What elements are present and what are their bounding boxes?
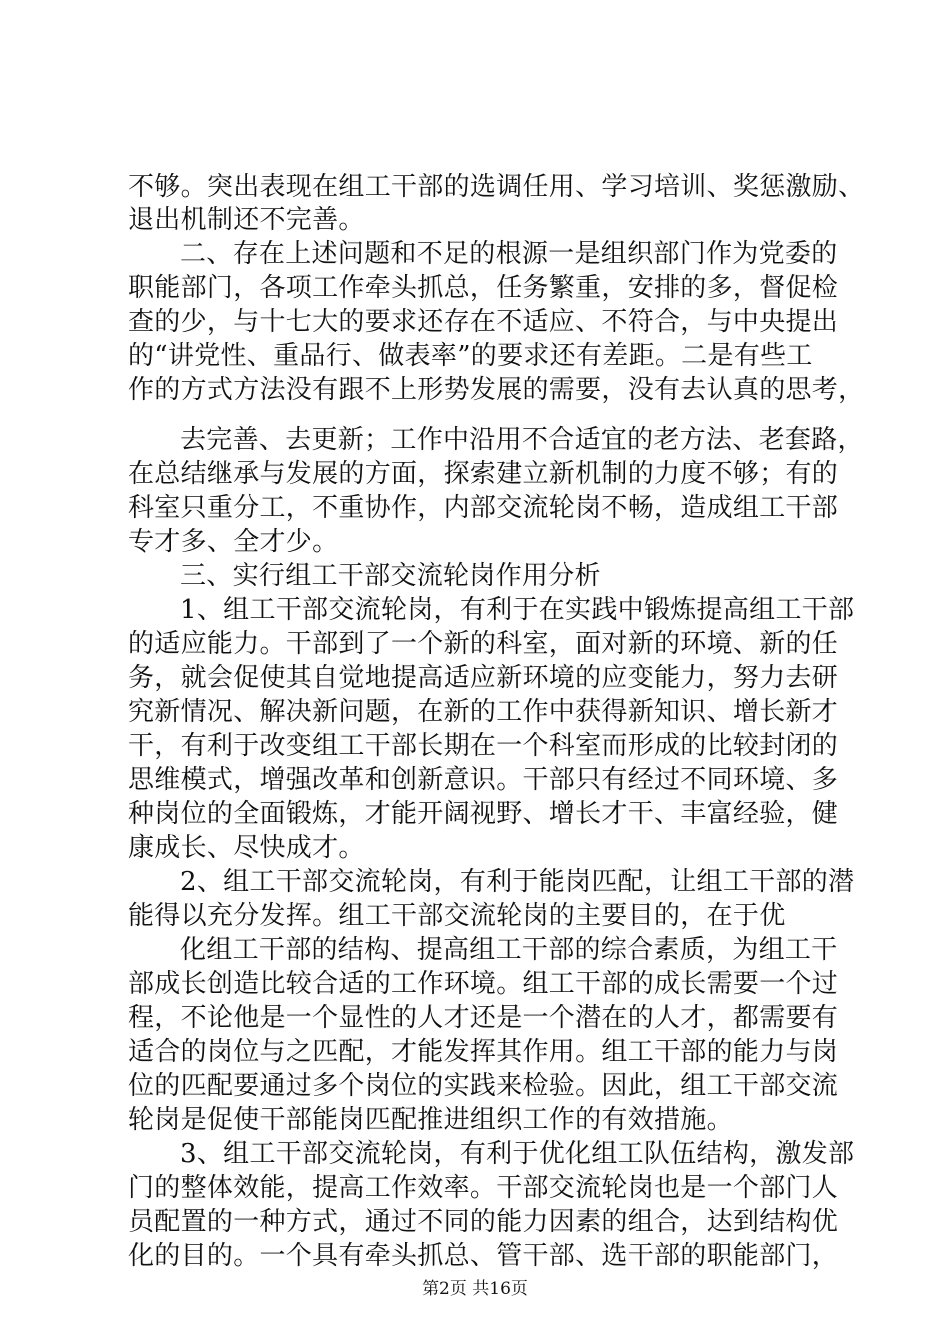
text-line: 二、存在上述问题和不足的根源一是组织部门作为党委的 <box>180 239 838 269</box>
text-line: 种岗位的全面锻炼，才能开阔视野、增长才干、丰富经验，健 <box>128 799 839 829</box>
text-line: 门的整体效能，提高工作效率。干部交流轮岗也是一个部门人 <box>128 1173 839 1203</box>
text-line: 化组工干部的结构、提高组工干部的综合素质，为组工干 <box>180 935 838 965</box>
text-line: 3、组工干部交流轮岗，有利于优化组工队伍结构，激发部 <box>180 1139 855 1169</box>
text-line: 的适应能力。干部到了一个新的科室，面对新的环境、新的任 <box>128 629 839 659</box>
text-line: 1、组工干部交流轮岗，有利于在实践中锻炼提高组工干部 <box>180 595 855 625</box>
text-line: 部成长创造比较合适的工作环境。组工干部的成长需要一个过 <box>128 969 839 999</box>
text-line: 程，不论他是一个显性的人才还是一个潜在的人才，都需要有 <box>128 1003 839 1033</box>
text-line: 思维模式，增强改革和创新意识。干部只有经过不同环境、多 <box>128 765 839 795</box>
text-line: 干，有利于改变组工干部长期在一个科室而形成的比较封闭的 <box>128 731 839 761</box>
text-line: 在总结继承与发展的方面，探索建立新机制的力度不够；有的 <box>128 459 839 489</box>
text-line: 职能部门，各项工作牵头抓总，任务繁重，安排的多，督促检 <box>128 273 839 303</box>
text-line: 化的目的。一个具有牵头抓总、管干部、选干部的职能部门， <box>128 1241 839 1271</box>
section-heading: 三、实行组工干部交流轮岗作用分析 <box>180 561 601 591</box>
text-line: 位的匹配要通过多个岗位的实践来检验。因此，组工干部交流 <box>128 1071 839 1101</box>
text-line: 的“讲党性、重品行、做表率”的要求还有差距。二是有些工 <box>128 341 813 371</box>
text-line: 作的方式方法没有跟不上形势发展的需要，没有去认真的思考， <box>128 375 865 405</box>
page-footer: 第2页 共16页 <box>422 1279 528 1299</box>
text-line: 适合的岗位与之匹配，才能发挥其作用。组工干部的能力与岗 <box>128 1037 839 1067</box>
text-line: 退出机制还不完善。 <box>128 205 365 235</box>
text-line: 能得以充分发挥。组工干部交流轮岗的主要目的，在于优 <box>128 901 786 931</box>
text-line: 2、组工干部交流轮岗，有利于能岗匹配，让组工干部的潜 <box>180 867 855 897</box>
text-line: 科室只重分工，不重协作，内部交流轮岗不畅，造成组工干部 <box>128 493 839 523</box>
text-line: 去完善、去更新；工作中沿用不合适宜的老方法、老套路， <box>180 425 864 455</box>
text-line: 不够。突出表现在组工干部的选调任用、学习培训、奖惩激励、 <box>128 172 865 202</box>
text-line: 专才多、全才少。 <box>128 527 339 557</box>
text-line: 轮岗是促使干部能岗匹配推进组织工作的有效措施。 <box>128 1105 733 1135</box>
text-line: 究新情况、解决新问题，在新的工作中获得新知识、增长新才 <box>128 697 839 727</box>
text-line: 务，就会促使其自觉地提高适应新环境的应变能力，努力去研 <box>128 663 839 693</box>
text-line: 康成长、尽快成才。 <box>128 833 365 863</box>
text-line: 查的少，与十七大的要求还存在不适应、不符合，与中央提出 <box>128 307 839 337</box>
text-line: 员配置的一种方式，通过不同的能力因素的组合，达到结构优 <box>128 1207 839 1237</box>
